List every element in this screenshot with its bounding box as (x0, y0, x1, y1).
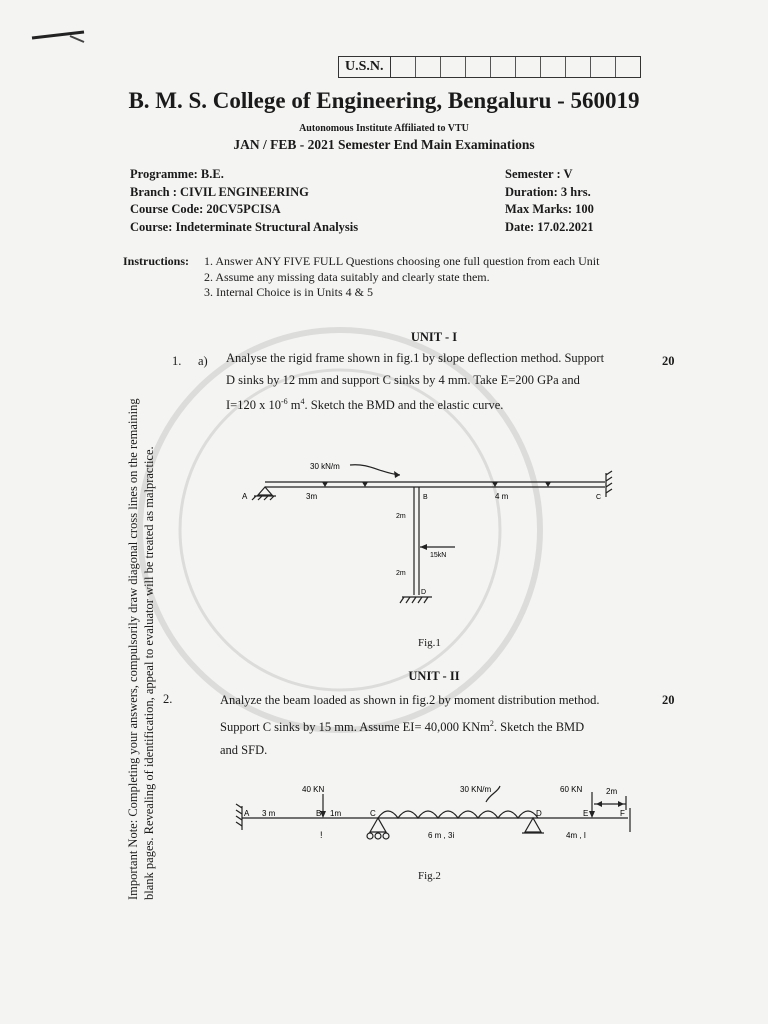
question-2-text (220, 689, 660, 762)
fig1-node-b: B (423, 494, 428, 501)
usn-cell[interactable] (416, 57, 441, 77)
fig1-load-label: 30 kN/m (310, 462, 340, 471)
usn-label: U.S.N. (339, 57, 391, 77)
exam-title: JAN / FEB - 2021 Semester End Main Examinations (233, 137, 535, 152)
programme: Programme: B.E. (130, 167, 224, 181)
figure-2-beam (228, 780, 648, 855)
fig2-udl-label: 30 KN/m (460, 785, 492, 794)
fig2-node-a: A (244, 809, 250, 818)
fig1-point-load: 15kN (430, 552, 447, 559)
figure-2-caption: Fig.2 (418, 870, 441, 882)
fig2-node-c: C (370, 809, 376, 818)
question-2-line: Analyze the beam loaded as shown in fig.2 by moment distribution method. (220, 693, 600, 707)
question-1-line: D sinks by 12 mm and support C sinks by 4 mm. Take E=200 GPa and (226, 373, 580, 387)
fig2-load-40: 40 KN (302, 785, 325, 794)
branch: Branch : CIVIL ENGINEERING (130, 184, 309, 199)
fig2-span-ab: 3 m (262, 809, 276, 818)
usn-cell[interactable] (591, 57, 616, 77)
usn-cell[interactable] (516, 57, 541, 77)
exam-date: Date: 17.02.2021 (505, 219, 594, 234)
fig1-span-ab: 3m (306, 492, 318, 501)
affiliation-line: Autonomous Institute Affiliated to VTU (299, 123, 469, 134)
fig2-node-d: D (536, 809, 542, 818)
fig1-span-bc: 4 m (495, 492, 509, 501)
instructions-list (204, 254, 599, 301)
duration: Duration: 3 hrs. (505, 184, 591, 199)
question-1-line: Analyse the rigid frame shown in fig.1 by slope deflection method. Support (226, 351, 605, 365)
usn-cell[interactable] (391, 57, 416, 77)
fig2-overhang: 2m (606, 787, 618, 796)
fig2-span-cd: 6 m , 3i (428, 831, 455, 840)
fig2-node-b: B (316, 809, 322, 818)
usn-cell[interactable] (466, 57, 491, 77)
question-1-part: a) (198, 354, 208, 368)
instruction-item: 1. Answer ANY FIVE FULL Questions choosing one full question from each Unit (204, 254, 600, 268)
semester: Semester : V (505, 167, 573, 181)
fig2-span-bc: 1m (330, 809, 342, 818)
figure-1-caption: Fig.1 (418, 637, 441, 649)
course-code: Course Code: 20CV5PCISA (130, 202, 281, 216)
fig1-node-d: D (421, 589, 427, 596)
instruction-item: 2. Assume any missing data suitably and clearly state them. (204, 269, 490, 284)
course-name: Course: Indeterminate Structural Analysis (130, 219, 359, 234)
usn-cell[interactable] (616, 57, 640, 77)
fig2-node-e: E (583, 809, 589, 818)
college-title: B. M. S. College of Engineering, Bengaluru - 560019 (128, 88, 640, 113)
instruction-item: 3. Internal Choice is in Units 4 & 5 (204, 285, 373, 299)
usn-cell[interactable] (441, 57, 466, 77)
figure-1-frame (230, 455, 630, 615)
unit-1-heading: UNIT - I (410, 330, 458, 344)
important-note-line: blank pages. Revealing of identification, appeal to evaluator will be treated as malpractice. (142, 446, 156, 900)
fig2-span-df: 4m , I (566, 831, 587, 840)
course-info-left (130, 166, 358, 236)
important-note (125, 340, 157, 900)
unit-2-heading: UNIT - II (408, 669, 460, 683)
question-2-number: 2. (163, 692, 173, 706)
question-2-marks: 20 (662, 693, 675, 707)
staple-mark (30, 28, 90, 58)
fig1-height-upper: 2m (396, 513, 406, 520)
usn-cell[interactable] (566, 57, 591, 77)
fig2-mark-b: ! (320, 830, 323, 840)
question-1-marks: 20 (662, 354, 675, 368)
fig1-node-a: A (242, 492, 248, 501)
question-2-line: Support C sinks by 15 mm. Assume EI= 40,000 KNm$^2$. Sketch the BMD (220, 719, 585, 735)
usn-cell[interactable] (491, 57, 516, 77)
max-marks: Max Marks: 100 (505, 202, 594, 216)
fig1-height-lower: 2m (396, 570, 406, 577)
question-2-line: and SFD. (220, 743, 268, 758)
course-info-right (505, 166, 594, 236)
question-1-number: 1. (172, 354, 182, 368)
important-note-line: Important Note: Completing your answers, compulsorily draw diagonal cross lines on the remaining (126, 398, 140, 900)
fig1-node-c: C (596, 494, 602, 501)
instructions-label: Instructions: (123, 254, 190, 268)
usn-box[interactable] (338, 56, 641, 78)
question-1-line: I=120 x $10^{-6}$ $m^4$. Sketch the BMD and the elastic curve. (226, 397, 504, 413)
fig2-node-f: F (620, 809, 625, 818)
usn-cell[interactable] (541, 57, 566, 77)
fig2-load-60: 60 KN (560, 785, 583, 794)
question-1-text (226, 347, 646, 416)
